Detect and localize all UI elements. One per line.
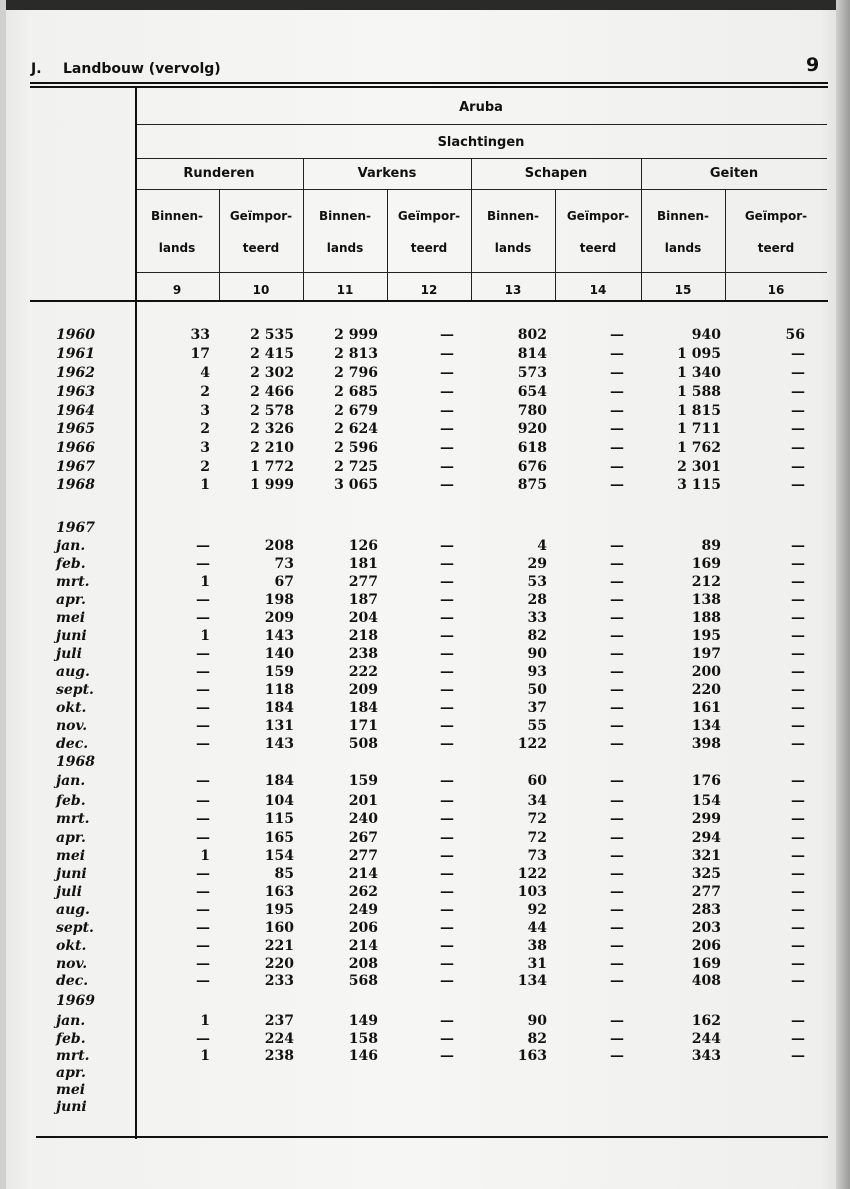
col-9-label: Binnen- lands [150,209,203,255]
page-number: 9 [806,54,820,76]
table-row: juni — 85 214 — 122 — 325 — [56,866,805,882]
col-12-label: Geïmpor- teerd [397,209,461,255]
col-number-15: 15 [674,283,692,297]
table-row: 1960 33 2 535 2 999 — 802 — 940 56 [56,327,805,343]
table-row: feb. — 73 181 — 29 — 169 — [56,556,805,572]
group-geiten: Geiten [709,166,759,181]
table-row: juni [56,1099,87,1115]
rule-under-slachtingen [135,158,827,159]
page-title: Landbouw (vervolg) [63,61,221,77]
table-row: aug. — 159 222 — 93 — 200 — [56,664,805,680]
col-number-11: 11 [336,283,354,297]
group-varkens: Varkens [357,166,417,181]
table-row: juli — 140 238 — 90 — 197 — [56,646,805,662]
table-row: 1968 1 1 999 3 065 — 875 — 3 115 — [56,477,805,493]
vrule-14-15 [641,158,642,300]
table-row-year-heading: 1967 [56,520,95,536]
col-16-label: Geïmpor- teerd [744,209,808,255]
table-row: dec. — 143 508 — 122 — 398 — [56,736,805,752]
col-14-label: Geïmpor- teerd [566,209,630,255]
table-row: okt. — 221 214 — 38 — 206 — [56,938,805,954]
table-row: 1961 17 2 415 2 813 — 814 — 1 095 — [56,346,805,362]
rule-above-col-numbers [135,272,827,273]
table-row: dec. — 233 568 — 134 — 408 — [56,973,805,989]
table-row: sept. — 118 209 — 50 — 220 — [56,682,805,698]
table-row: juli — 163 262 — 103 — 277 — [56,884,805,900]
top-rule-2 [30,86,828,88]
table-row: jan. 1 237 149 — 90 — 162 — [56,1013,805,1029]
table-row: feb. — 104 201 — 34 — 154 — [56,793,805,809]
table-row: mei [56,1082,86,1098]
table-row: 1964 3 2 578 2 679 — 780 — 1 815 — [56,403,805,419]
col-number-10: 10 [252,283,270,297]
table-row: mei 1 154 277 — 73 — 321 — [56,848,805,864]
section-letter: J. [31,61,42,77]
table-row: jan. — 208 126 — 4 — 89 — [56,538,805,554]
table-row: apr. — 198 187 — 28 — 138 — [56,592,805,608]
vrule-11-12 [387,190,388,300]
rule-under-aruba [135,124,827,125]
col-15-label: Binnen- lands [656,209,709,255]
table-row: aug. — 195 249 — 92 — 283 — [56,902,805,918]
col-10-label: Geïmpor- teerd [229,209,293,255]
table-row: nov. — 220 208 — 31 — 169 — [56,956,805,972]
group-runderen: Runderen [183,166,255,181]
vrule-10-11 [303,158,304,300]
table-row: 1963 2 2 466 2 685 — 654 — 1 588 — [56,384,805,400]
table-row: mrt. 1 238 146 — 163 — 343 — [56,1048,805,1064]
table-row: jan. — 184 159 — 60 — 176 — [56,773,805,789]
table-row: nov. — 131 171 — 55 — 134 — [56,718,805,734]
table-row: 1966 3 2 210 2 596 — 618 — 1 762 — [56,440,805,456]
top-rule [30,82,828,84]
scan-top-border [0,0,850,10]
rule-under-groups [135,189,827,190]
table-row-year-heading: 1968 [56,754,95,770]
table-row: 1967 2 1 772 2 725 — 676 — 2 301 — [56,459,805,475]
table-row: sept. — 160 206 — 44 — 203 — [56,920,805,936]
table-row: mrt. 1 67 277 — 53 — 212 — [56,574,805,590]
header-slachtingen: Slachtingen [437,135,525,150]
vrule-13-14 [555,190,556,300]
table-row: apr. — 165 267 — 72 — 294 — [56,830,805,846]
table-row: 1965 2 2 326 2 624 — 920 — 1 711 — [56,421,805,437]
table-row: okt. — 184 184 — 37 — 161 — [56,700,805,716]
table-row: mei — 209 204 — 33 — 188 — [56,610,805,626]
vrule-15-16 [725,190,726,300]
rule-under-header [30,300,828,302]
col-number-16: 16 [767,283,785,297]
col-number-13: 13 [504,283,522,297]
header-aruba: Aruba [459,100,503,115]
table-row-year-heading: 1969 [56,993,95,1009]
table-row: mrt. — 115 240 — 72 — 299 — [56,811,805,827]
col-11-label: Binnen- lands [318,209,371,255]
table-row: feb. — 224 158 — 82 — 244 — [56,1031,805,1047]
bottom-rule [36,1136,828,1138]
vrule-12-13 [471,158,472,300]
table-row: juni 1 143 218 — 82 — 195 — [56,628,805,644]
col-number-9: 9 [172,283,182,297]
table-row: 1962 4 2 302 2 796 — 573 — 1 340 — [56,365,805,381]
table-row: apr. [56,1065,86,1081]
col-number-12: 12 [420,283,438,297]
col-number-14: 14 [589,283,607,297]
col-13-label: Binnen- lands [486,209,539,255]
group-schapen: Schapen [524,166,588,181]
vrule-9-10 [219,190,220,300]
